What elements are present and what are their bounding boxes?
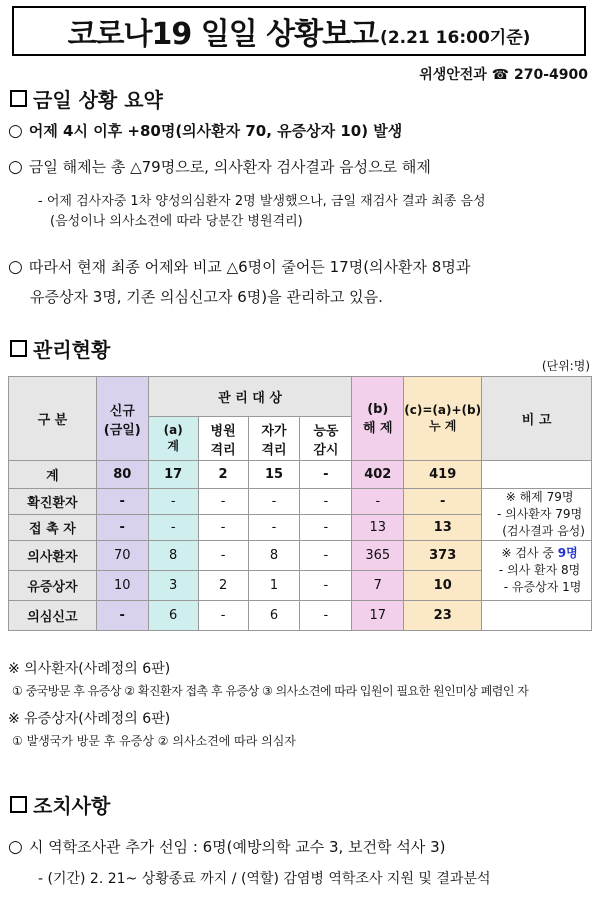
cell-hosp: -: [198, 515, 248, 541]
cell-active: -: [300, 541, 352, 571]
cell-hosp: 2: [198, 461, 248, 489]
row-label: 접 촉 자: [9, 515, 97, 541]
checkbox-square-icon: [10, 796, 27, 813]
summary-line-1: ○ 어제 4시 이후 +80명(의사환자 70, 유증상자 10) 발생: [8, 121, 403, 141]
header-managed: 관 리 대 상: [148, 377, 352, 417]
cell-a: 8: [148, 541, 198, 571]
row-label: 확진환자: [9, 489, 97, 515]
cell-b: 402: [352, 461, 404, 489]
remarks-released: ※ 해제 79명 - 의사환자 79명 (검사결과 음성): [482, 489, 592, 541]
summary-line-2-sub: - 어제 검사자중 1차 양성의심환자 2명 발생했으나, 금일 재검사 결과 최종 음성 (음성이나 의사소견에 따라 당분간 병원격리): [38, 194, 486, 229]
summary-line-3b: 유증상자 3명, 기존 의심신고자 6명)을 관리하고 있음.: [30, 288, 383, 306]
row-label: 의심신고: [9, 601, 97, 631]
management-table: [8, 376, 592, 631]
table-row: [9, 541, 592, 571]
report-title: 코로나19 일일 상황보고: [67, 17, 379, 52]
header-release: (b) 해 제: [352, 377, 404, 461]
actions-line-2: - (기간) 2. 21~ 상황종료 까지 / (역할) 감염병 역학조사 지원 및 결과분석: [38, 871, 491, 887]
report-datetime: (2.21 16:00기준): [380, 27, 531, 48]
cell-b: 365: [352, 541, 404, 571]
header-a-total: (a) 계: [148, 417, 198, 461]
cell-hosp: -: [198, 541, 248, 571]
circle-bullet-icon: ○: [8, 257, 23, 277]
header-self: 자가 격리: [248, 417, 300, 461]
cell-active: -: [300, 601, 352, 631]
row-label: 의사환자: [9, 541, 97, 571]
cell-self: -: [248, 489, 300, 515]
cell-a: -: [148, 515, 198, 541]
circle-bullet-icon: ○: [8, 837, 23, 857]
header-cumulative: (c)=(a)+(b) 누 계: [404, 377, 482, 461]
cell-active: -: [300, 461, 352, 489]
row-label: 계: [9, 461, 97, 489]
cell-b: -: [352, 489, 404, 515]
cell-c: 419: [404, 461, 482, 489]
cell-b: 7: [352, 571, 404, 601]
cell-c: 373: [404, 541, 482, 571]
checkbox-square-icon: [10, 340, 27, 357]
cell-active: -: [300, 571, 352, 601]
cell-hosp: -: [198, 489, 248, 515]
summary-heading: 금일 상황 요약: [10, 84, 163, 113]
cell-c: -: [404, 489, 482, 515]
circle-bullet-icon: ○: [8, 121, 23, 141]
cell-hosp: -: [198, 601, 248, 631]
cell-c: 10: [404, 571, 482, 601]
cell-c: 23: [404, 601, 482, 631]
cell-active: -: [300, 515, 352, 541]
checkbox-square-icon: [10, 90, 27, 107]
cell-a: 3: [148, 571, 198, 601]
header-remarks: 비 고: [482, 377, 592, 461]
management-heading: 관리현황: [10, 334, 110, 363]
row-label: 유증상자: [9, 571, 97, 601]
cell-new: -: [96, 489, 148, 515]
cell-b: 17: [352, 601, 404, 631]
header-hospital: 병원 격리: [198, 417, 248, 461]
cell-a: 6: [148, 601, 198, 631]
department-contact: 위생안전과 ☎ 270-4900: [419, 67, 588, 83]
cell-a: -: [148, 489, 198, 515]
table-row: [9, 489, 592, 515]
cell-new: -: [96, 515, 148, 541]
cell-a: 17: [148, 461, 198, 489]
cell-remark-empty: [482, 461, 592, 489]
circle-bullet-icon: ○: [8, 157, 23, 177]
header-category: 구 분: [9, 377, 97, 461]
remarks-testing: ※ 검사 중 9명 - 의사 환자 8명 - 유증상자 1명: [482, 541, 592, 601]
cell-c: 13: [404, 515, 482, 541]
cell-new: 70: [96, 541, 148, 571]
cell-self: 8: [248, 541, 300, 571]
cell-b: 13: [352, 515, 404, 541]
cell-hosp: 2: [198, 571, 248, 601]
actions-heading: 조치사항: [10, 790, 110, 819]
cell-self: 6: [248, 601, 300, 631]
summary-line-2: ○ 금일 해제는 총 △79명으로, 의사환자 검사결과 음성으로 해제: [8, 157, 431, 177]
table-row: [9, 601, 592, 631]
cell-self: -: [248, 515, 300, 541]
cell-self: 1: [248, 571, 300, 601]
cell-new: -: [96, 601, 148, 631]
unit-label: (단위:명): [541, 359, 590, 373]
table-row: [9, 461, 592, 489]
cell-active: -: [300, 489, 352, 515]
report-title-box: [12, 6, 586, 56]
cell-remark-empty: [482, 601, 592, 631]
cell-new: 10: [96, 571, 148, 601]
header-new: 신규 (금일): [96, 377, 148, 461]
footnotes: ※ 의사환자(사례정의 6판) ① 중국방문 후 유증상 ② 확진환자 접촉 후 유증상 ③ 의사소견에 따라 입원이 필요한 원인미상 폐렴인 자 ※ 유증상자(사례정의 6판) ① 발생국가 방문 후 유증상 ② 의사소견에 따라 의심자: [8, 661, 529, 748]
summary-line-3: ○ 따라서 현재 최종 어제와 비교 △6명이 줄어든 17명(의사환자 8명과: [8, 257, 471, 277]
actions-line-1: ○ 시 역학조사관 추가 선임 : 6명(예방의학 교수 3, 보건학 석사 3): [8, 837, 446, 857]
cell-new: 80: [96, 461, 148, 489]
cell-self: 15: [248, 461, 300, 489]
header-active: 능동 감시: [300, 417, 352, 461]
